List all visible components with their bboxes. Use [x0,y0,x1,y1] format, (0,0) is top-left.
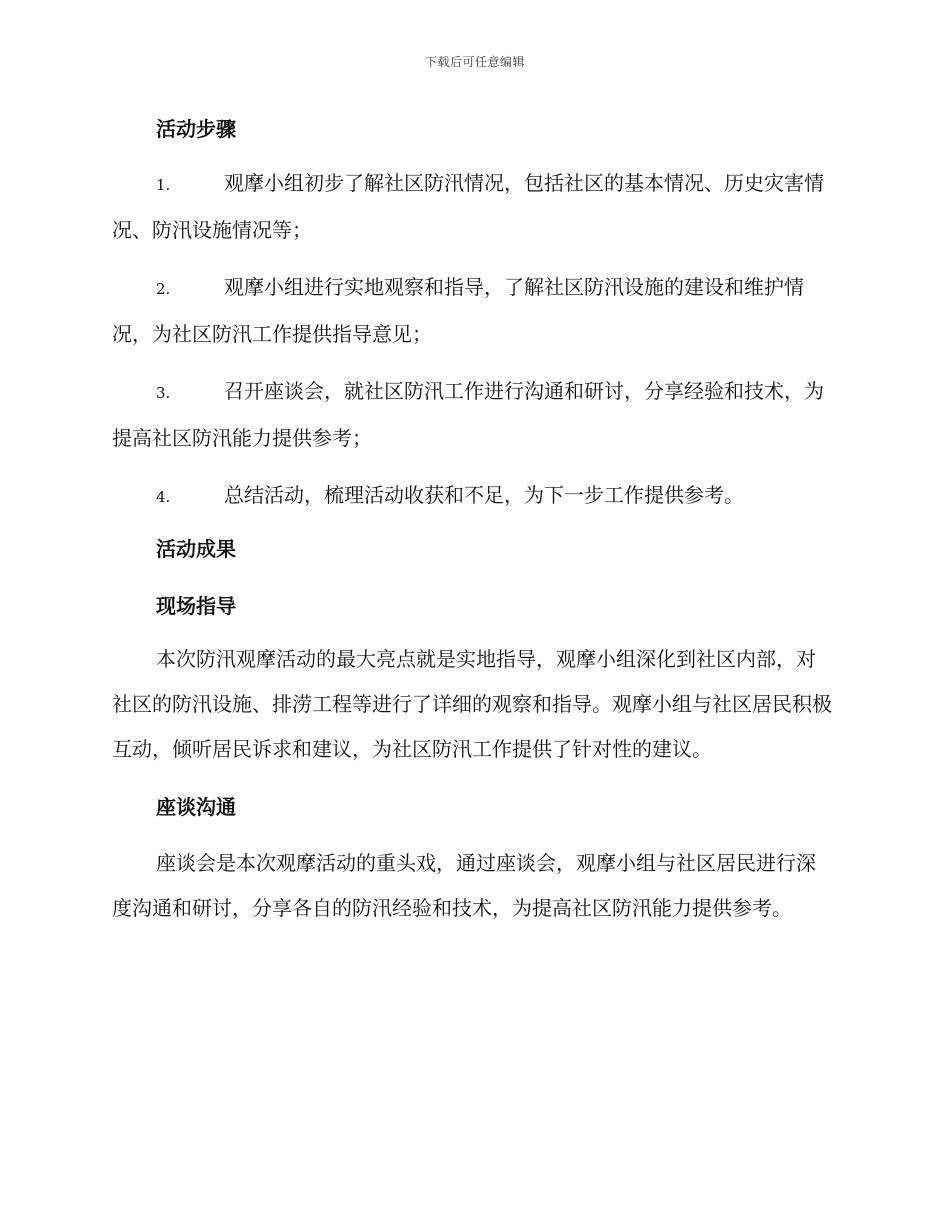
heading-activity-steps: 活动步骤 [156,117,236,141]
step-item-3 [112,369,832,461]
step-item-1 [112,161,832,253]
heading-onsite-guidance: 现场指导 [156,594,236,618]
step-item-2 [112,265,832,357]
step-text: 召开座谈会，就社区防汛工作进行沟通和研讨，分享经验和技术，为提高社区防汛能力提供参考； [112,379,824,450]
step-number: 1. [156,176,171,194]
header-note: 下载后可任意编辑 [424,55,525,69]
document-body [112,112,832,931]
paragraph-onsite-guidance: 本次防汛观摩活动的最大亮点就是实地指导，观摩小组深化到社区内部，对社区的防汛设施、排涝工程等进行了详细的观察和指导。观摩小组与社区居民积极互动，倾听居民诉求和建议，为社区防汛工作提供了针对性的建议。 [112,647,832,761]
step-number: 3. [156,384,171,402]
step-text: 观摩小组初步了解社区防汛情况，包括社区的基本情况、历史灾害情况、防汛设施情况等； [112,171,824,242]
heading-activity-results: 活动成果 [156,537,236,561]
step-number: 4. [156,488,171,506]
step-text: 观摩小组进行实地观察和指导，了解社区防汛设施的建设和维护情况，为社区防汛工作提供指导意见； [112,275,804,346]
paragraph-symposium: 座谈会是本次观摩活动的重头戏，通过座谈会，观摩小组与社区居民进行深度沟通和研讨，分享各自的防汛经验和技术，为提高社区防汛能力提供参考。 [112,851,816,920]
step-text: 总结活动，梳理活动收获和不足，为下一步工作提供参考。 [224,483,744,507]
step-number: 2. [156,280,171,298]
heading-symposium: 座谈沟通 [156,795,236,819]
step-item-4 [112,473,832,520]
